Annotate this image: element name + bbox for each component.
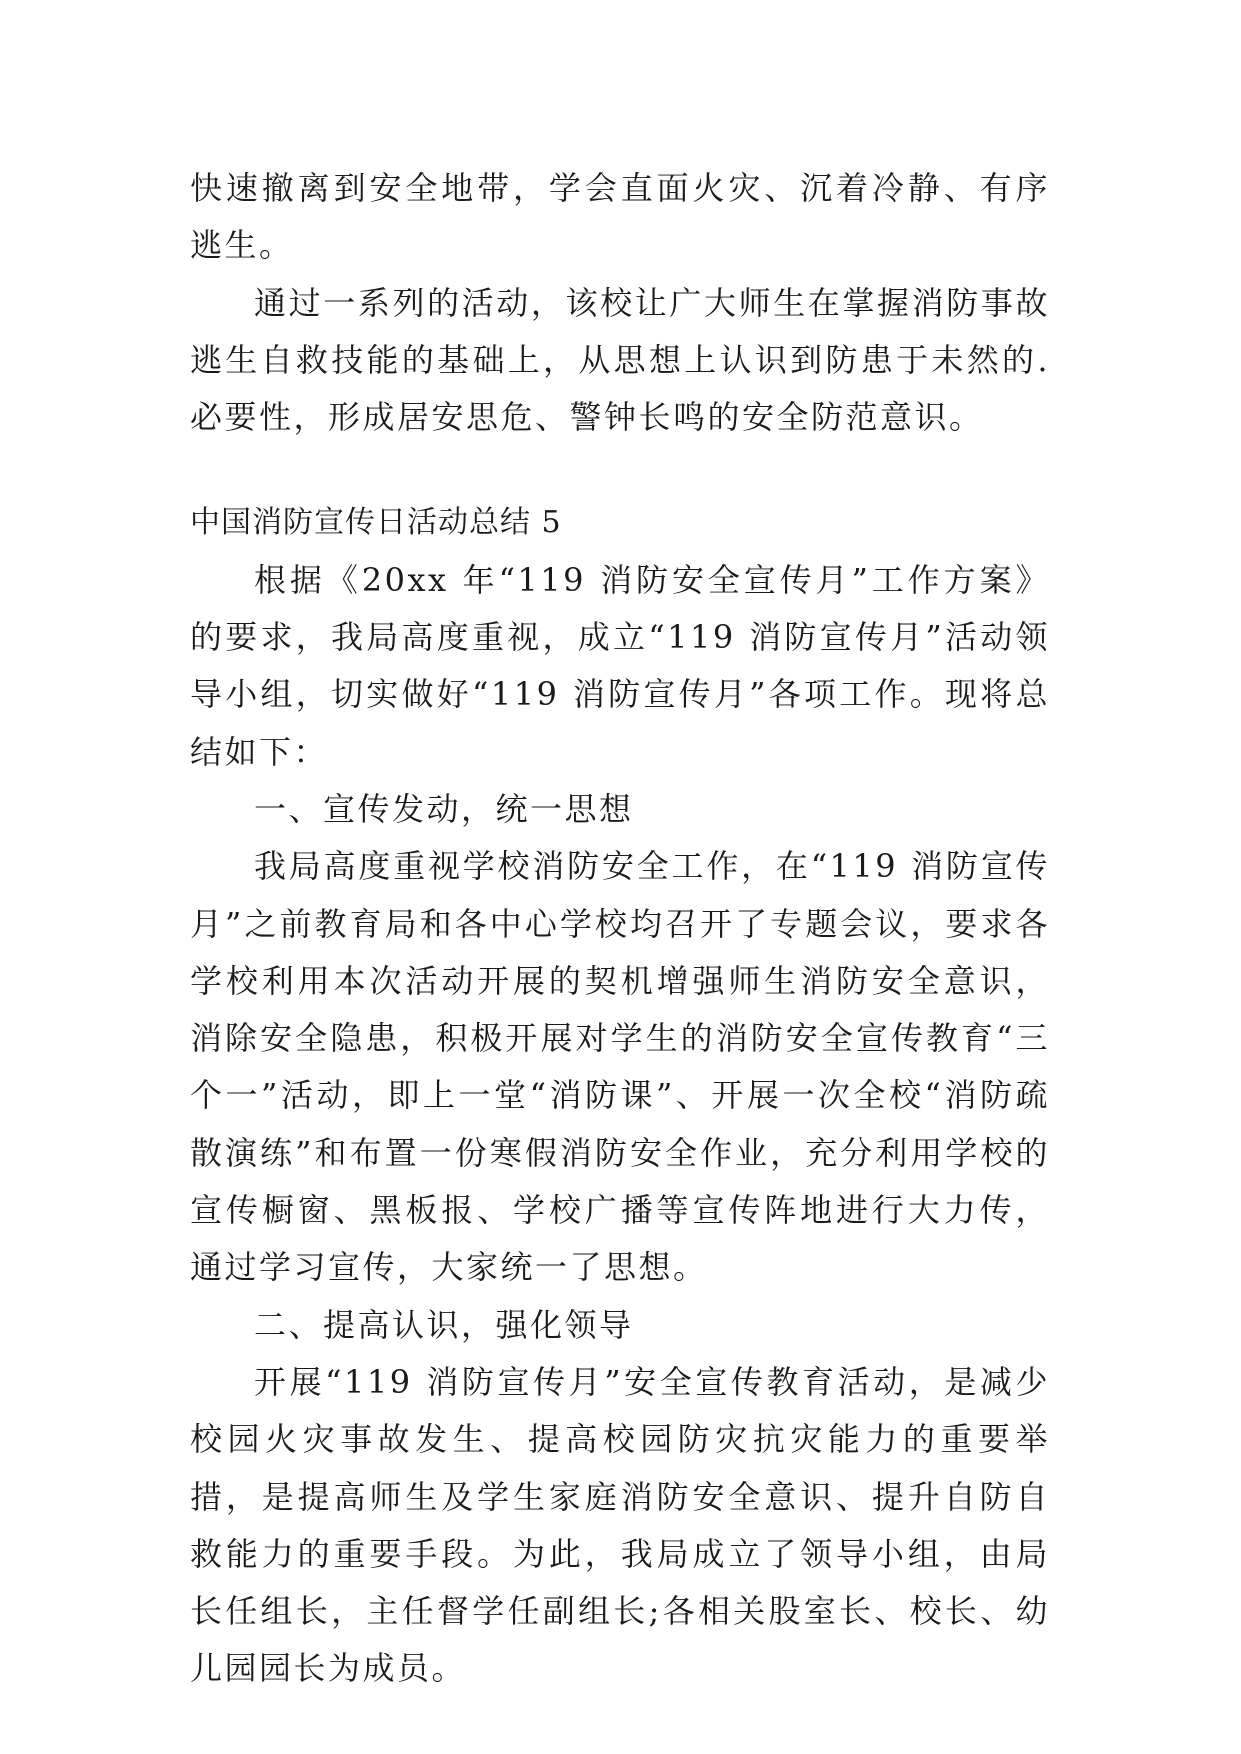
subheading-publicity: 一、宣传发动，统一思想 [254,789,634,828]
paragraph-leadership: 开展“119 消防宣传月”安全宣传教育活动，是减少校园火灾事故发生、提高校园防灾抗灾能力的重要举措，是提高师生及学生家庭消防安全意识、提升自防自救能力的重要手段。为此，我局成立了领导小组，由局长任组长，主任督学任副组长;各相关股室长、校长、幼儿园园长为成员。 [190,1362,1050,1688]
paragraph-continuation: 快速撤离到安全地带，学会直面火灾、沉着冷静、有序逃生。 [190,169,1050,265]
section-gap [190,446,1050,494]
subheading-leadership: 二、提高认识，强化领导 [254,1305,634,1344]
paragraph-publicity: 我局高度重视学校消防安全工作，在“119 消防宣传月”之前教育局和各中心学校均召开了专题会议，要求各学校利用本次活动开展的契机增强师生消防安全意识，消除安全隐患，积极开展对学生的消防安全宣传教育“三个一”活动，即上一堂“消防课”、开展一次全校“消防疏散演练”和布置一份寒假消防安全作业，充分利用学校的宣传橱窗、黑板报、学校广播等宣传阵地进行大力传，通过学习宣传，大家统一了思想。 [190,847,1050,1287]
document-body [190,160,1050,1698]
paragraph-activity-summary: 通过一系列的活动，该校让广大师生在掌握消防事故逃生自救技能的基础上，从思想上认识到防患于未然的.必要性，形成居安思危、警钟长鸣的安全防范意识。 [190,283,1050,437]
paragraph-intro: 根据《20xx 年“119 消防安全宣传月”工作方案》的要求，我局高度重视，成立“119 消防宣传月”活动领导小组，切实做好“119 消防宣传月”各项工作。现将总结如下： [190,560,1050,771]
section-title: 中国消防宣传日活动总结 5 [190,505,562,541]
